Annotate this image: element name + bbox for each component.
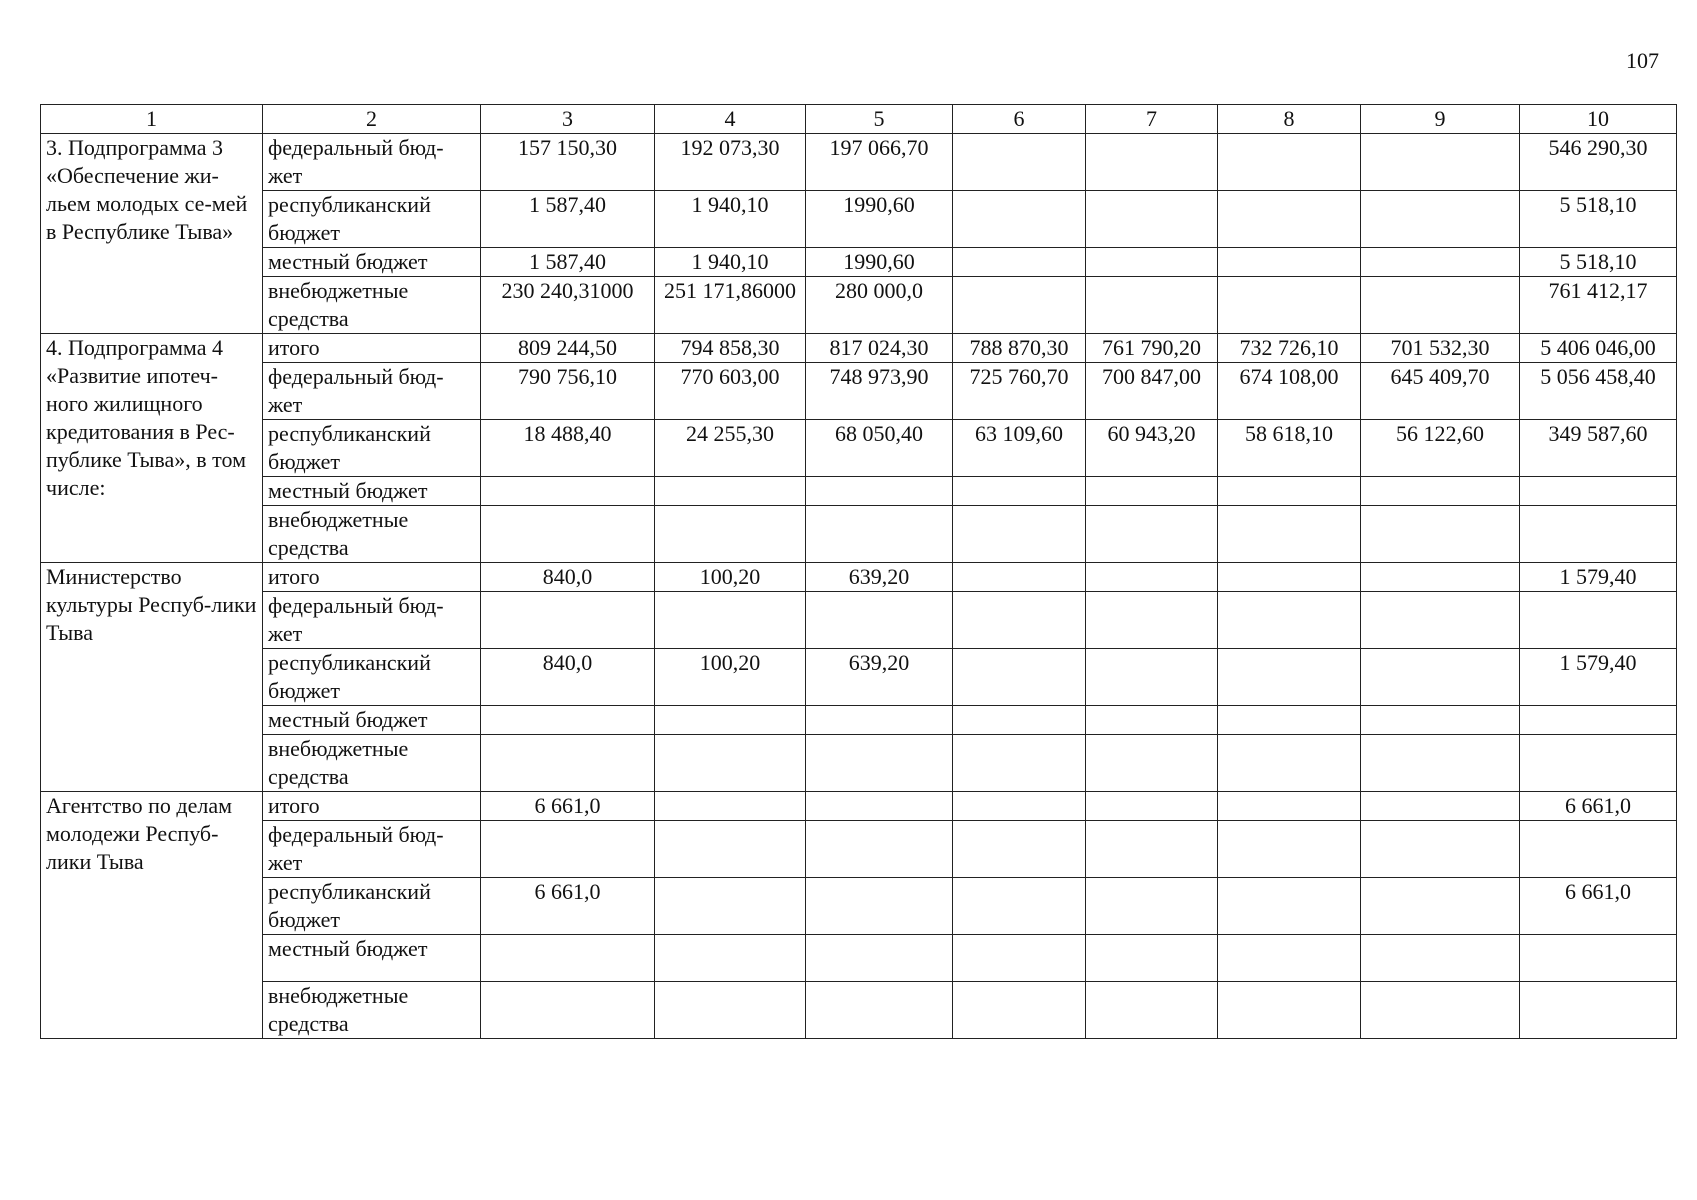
value-cell <box>953 248 1086 277</box>
value-cell <box>1086 935 1218 982</box>
value-cell <box>1086 982 1218 1039</box>
value-cell: 1 587,40 <box>481 191 655 248</box>
value-cell <box>1086 878 1218 935</box>
header-cell: 5 <box>806 105 953 134</box>
table-row <box>41 191 1677 248</box>
value-cell <box>1361 735 1520 792</box>
value-cell <box>481 935 655 982</box>
funding-source-cell: федеральный бюд-жет <box>263 592 481 649</box>
value-cell: 60 943,20 <box>1086 420 1218 477</box>
funding-source-cell: республиканский бюджет <box>263 420 481 477</box>
value-cell <box>1361 821 1520 878</box>
value-cell: 639,20 <box>806 649 953 706</box>
value-cell <box>953 792 1086 821</box>
value-cell <box>953 563 1086 592</box>
value-cell <box>1218 506 1361 563</box>
value-cell <box>1218 592 1361 649</box>
value-cell <box>1361 878 1520 935</box>
value-cell: 1990,60 <box>806 248 953 277</box>
total-cell: 6 661,0 <box>1520 878 1677 935</box>
value-cell <box>953 735 1086 792</box>
value-cell <box>1086 735 1218 792</box>
value-cell <box>953 982 1086 1039</box>
table-row <box>41 334 1677 363</box>
total-cell: 1 579,40 <box>1520 649 1677 706</box>
header-cell: 7 <box>1086 105 1218 134</box>
value-cell <box>1086 191 1218 248</box>
value-cell <box>1086 134 1218 191</box>
funding-source-cell: внебюджетные средства <box>263 735 481 792</box>
program-name-cell: Агентство по делам молодежи Респуб-лики Тыва <box>41 792 263 1039</box>
value-cell <box>481 592 655 649</box>
value-cell <box>1086 792 1218 821</box>
total-cell: 5 056 458,40 <box>1520 363 1677 420</box>
value-cell: 701 532,30 <box>1361 334 1520 363</box>
value-cell <box>655 821 806 878</box>
value-cell: 6 661,0 <box>481 792 655 821</box>
value-cell <box>655 982 806 1039</box>
value-cell <box>655 792 806 821</box>
value-cell <box>655 935 806 982</box>
value-cell <box>1218 277 1361 334</box>
value-cell <box>1361 477 1520 506</box>
funding-source-cell: внебюджетные средства <box>263 277 481 334</box>
table-row <box>41 563 1677 592</box>
value-cell <box>953 191 1086 248</box>
value-cell <box>1086 821 1218 878</box>
header-cell: 1 <box>41 105 263 134</box>
total-cell: 546 290,30 <box>1520 134 1677 191</box>
table-row <box>41 506 1677 563</box>
value-cell: 280 000,0 <box>806 277 953 334</box>
value-cell <box>655 506 806 563</box>
value-cell <box>806 935 953 982</box>
value-cell: 840,0 <box>481 563 655 592</box>
value-cell: 809 244,50 <box>481 334 655 363</box>
value-cell <box>1086 706 1218 735</box>
value-cell <box>953 821 1086 878</box>
total-cell <box>1520 706 1677 735</box>
value-cell <box>1218 191 1361 248</box>
value-cell: 192 073,30 <box>655 134 806 191</box>
funding-source-cell: внебюджетные средства <box>263 506 481 563</box>
value-cell <box>1218 735 1361 792</box>
value-cell <box>1361 277 1520 334</box>
table-row <box>41 735 1677 792</box>
value-cell <box>953 706 1086 735</box>
funding-source-cell: внебюджетные средства <box>263 982 481 1039</box>
value-cell <box>1361 935 1520 982</box>
value-cell: 645 409,70 <box>1361 363 1520 420</box>
total-cell: 1 579,40 <box>1520 563 1677 592</box>
value-cell <box>1086 592 1218 649</box>
funding-source-cell: республиканский бюджет <box>263 649 481 706</box>
value-cell <box>806 592 953 649</box>
value-cell <box>655 878 806 935</box>
header-cell: 4 <box>655 105 806 134</box>
program-name-cell: 4. Подпрограмма 4 «Развитие ипотеч-ного жилищного кредитования в Рес-публике Тыва», в том числе: <box>41 334 263 563</box>
value-cell: 1 940,10 <box>655 191 806 248</box>
value-cell: 732 726,10 <box>1218 334 1361 363</box>
value-cell <box>1361 191 1520 248</box>
table-row <box>41 792 1677 821</box>
value-cell <box>1086 649 1218 706</box>
value-cell <box>953 506 1086 563</box>
value-cell <box>953 277 1086 334</box>
value-cell <box>1086 277 1218 334</box>
value-cell: 18 488,40 <box>481 420 655 477</box>
total-cell <box>1520 592 1677 649</box>
value-cell: 674 108,00 <box>1218 363 1361 420</box>
value-cell: 788 870,30 <box>953 334 1086 363</box>
value-cell <box>655 477 806 506</box>
value-cell <box>1086 477 1218 506</box>
total-cell: 5 406 046,00 <box>1520 334 1677 363</box>
value-cell: 251 171,86000 <box>655 277 806 334</box>
funding-source-cell: итого <box>263 563 481 592</box>
value-cell: 790 756,10 <box>481 363 655 420</box>
value-cell <box>1218 563 1361 592</box>
value-cell <box>481 735 655 792</box>
header-cell: 6 <box>953 105 1086 134</box>
value-cell <box>806 735 953 792</box>
total-cell <box>1520 935 1677 982</box>
program-name-cell: Министерство культуры Респуб-лики Тыва <box>41 563 263 792</box>
value-cell <box>655 706 806 735</box>
value-cell <box>1218 706 1361 735</box>
table-row <box>41 592 1677 649</box>
value-cell: 700 847,00 <box>1086 363 1218 420</box>
funding-source-cell: местный бюджет <box>263 248 481 277</box>
value-cell <box>1361 248 1520 277</box>
funding-source-cell: итого <box>263 334 481 363</box>
value-cell: 6 661,0 <box>481 878 655 935</box>
program-name-cell: 3. Подпрограмма 3 «Обеспечение жи-льем молодых се-мей в Республике Тыва» <box>41 134 263 334</box>
value-cell: 770 603,00 <box>655 363 806 420</box>
value-cell: 1 940,10 <box>655 248 806 277</box>
value-cell <box>1361 982 1520 1039</box>
value-cell: 639,20 <box>806 563 953 592</box>
value-cell <box>481 506 655 563</box>
value-cell <box>655 735 806 792</box>
header-cell: 2 <box>263 105 481 134</box>
value-cell <box>655 592 806 649</box>
value-cell <box>1361 563 1520 592</box>
funding-source-cell: местный бюджет <box>263 706 481 735</box>
value-cell <box>1218 935 1361 982</box>
value-cell <box>953 592 1086 649</box>
value-cell <box>1218 878 1361 935</box>
value-cell: 58 618,10 <box>1218 420 1361 477</box>
funding-source-cell: республиканский бюджет <box>263 191 481 248</box>
value-cell <box>1086 248 1218 277</box>
page-number: 107 <box>1626 48 1659 73</box>
funding-source-cell: республиканский бюджет <box>263 878 481 935</box>
table-row <box>41 935 1677 982</box>
value-cell <box>1361 649 1520 706</box>
value-cell <box>1361 706 1520 735</box>
value-cell <box>481 477 655 506</box>
value-cell: 24 255,30 <box>655 420 806 477</box>
funding-source-cell: федеральный бюд-жет <box>263 363 481 420</box>
funding-source-cell: местный бюджет <box>263 477 481 506</box>
funding-source-cell: федеральный бюд-жет <box>263 134 481 191</box>
value-cell <box>953 935 1086 982</box>
header-row <box>41 105 1677 134</box>
total-cell <box>1520 982 1677 1039</box>
header-cell: 3 <box>481 105 655 134</box>
header-cell: 9 <box>1361 105 1520 134</box>
funding-source-cell: местный бюджет <box>263 935 481 982</box>
value-cell <box>1218 477 1361 506</box>
total-cell: 761 412,17 <box>1520 277 1677 334</box>
table-body <box>41 134 1677 1039</box>
value-cell: 1 587,40 <box>481 248 655 277</box>
value-cell: 157 150,30 <box>481 134 655 191</box>
value-cell <box>806 878 953 935</box>
value-cell <box>1218 982 1361 1039</box>
value-cell: 68 050,40 <box>806 420 953 477</box>
value-cell: 761 790,20 <box>1086 334 1218 363</box>
value-cell <box>806 982 953 1039</box>
value-cell <box>1086 506 1218 563</box>
value-cell: 748 973,90 <box>806 363 953 420</box>
table-row <box>41 649 1677 706</box>
value-cell <box>806 792 953 821</box>
value-cell: 197 066,70 <box>806 134 953 191</box>
value-cell <box>953 878 1086 935</box>
total-cell <box>1520 506 1677 563</box>
value-cell: 230 240,31000 <box>481 277 655 334</box>
value-cell <box>1361 134 1520 191</box>
value-cell: 725 760,70 <box>953 363 1086 420</box>
value-cell <box>1361 592 1520 649</box>
value-cell: 100,20 <box>655 649 806 706</box>
value-cell: 794 858,30 <box>655 334 806 363</box>
total-cell: 6 661,0 <box>1520 792 1677 821</box>
value-cell <box>1361 792 1520 821</box>
total-cell: 5 518,10 <box>1520 191 1677 248</box>
funding-source-cell: федеральный бюд-жет <box>263 821 481 878</box>
table-row <box>41 363 1677 420</box>
value-cell: 63 109,60 <box>953 420 1086 477</box>
funding-source-cell: итого <box>263 792 481 821</box>
table-row <box>41 134 1677 191</box>
value-cell: 1990,60 <box>806 191 953 248</box>
value-cell <box>1218 821 1361 878</box>
value-cell <box>1218 792 1361 821</box>
total-cell: 5 518,10 <box>1520 248 1677 277</box>
total-cell: 349 587,60 <box>1520 420 1677 477</box>
value-cell <box>1361 506 1520 563</box>
value-cell <box>953 134 1086 191</box>
table-row <box>41 821 1677 878</box>
value-cell <box>1218 248 1361 277</box>
table-row <box>41 706 1677 735</box>
value-cell <box>806 821 953 878</box>
value-cell <box>953 649 1086 706</box>
value-cell <box>1218 649 1361 706</box>
value-cell <box>481 706 655 735</box>
total-cell <box>1520 821 1677 878</box>
value-cell: 100,20 <box>655 563 806 592</box>
value-cell <box>806 706 953 735</box>
table-row <box>41 277 1677 334</box>
value-cell <box>953 477 1086 506</box>
value-cell: 840,0 <box>481 649 655 706</box>
value-cell <box>481 982 655 1039</box>
value-cell <box>1086 563 1218 592</box>
header-cell: 10 <box>1520 105 1677 134</box>
budget-table <box>40 104 1677 1039</box>
total-cell <box>1520 735 1677 792</box>
value-cell: 817 024,30 <box>806 334 953 363</box>
value-cell <box>806 506 953 563</box>
value-cell <box>806 477 953 506</box>
table-row <box>41 982 1677 1039</box>
table-row <box>41 248 1677 277</box>
header-cell: 8 <box>1218 105 1361 134</box>
value-cell <box>1218 134 1361 191</box>
total-cell <box>1520 477 1677 506</box>
value-cell <box>481 821 655 878</box>
table-row <box>41 878 1677 935</box>
table-row <box>41 420 1677 477</box>
value-cell: 56 122,60 <box>1361 420 1520 477</box>
table-row <box>41 477 1677 506</box>
